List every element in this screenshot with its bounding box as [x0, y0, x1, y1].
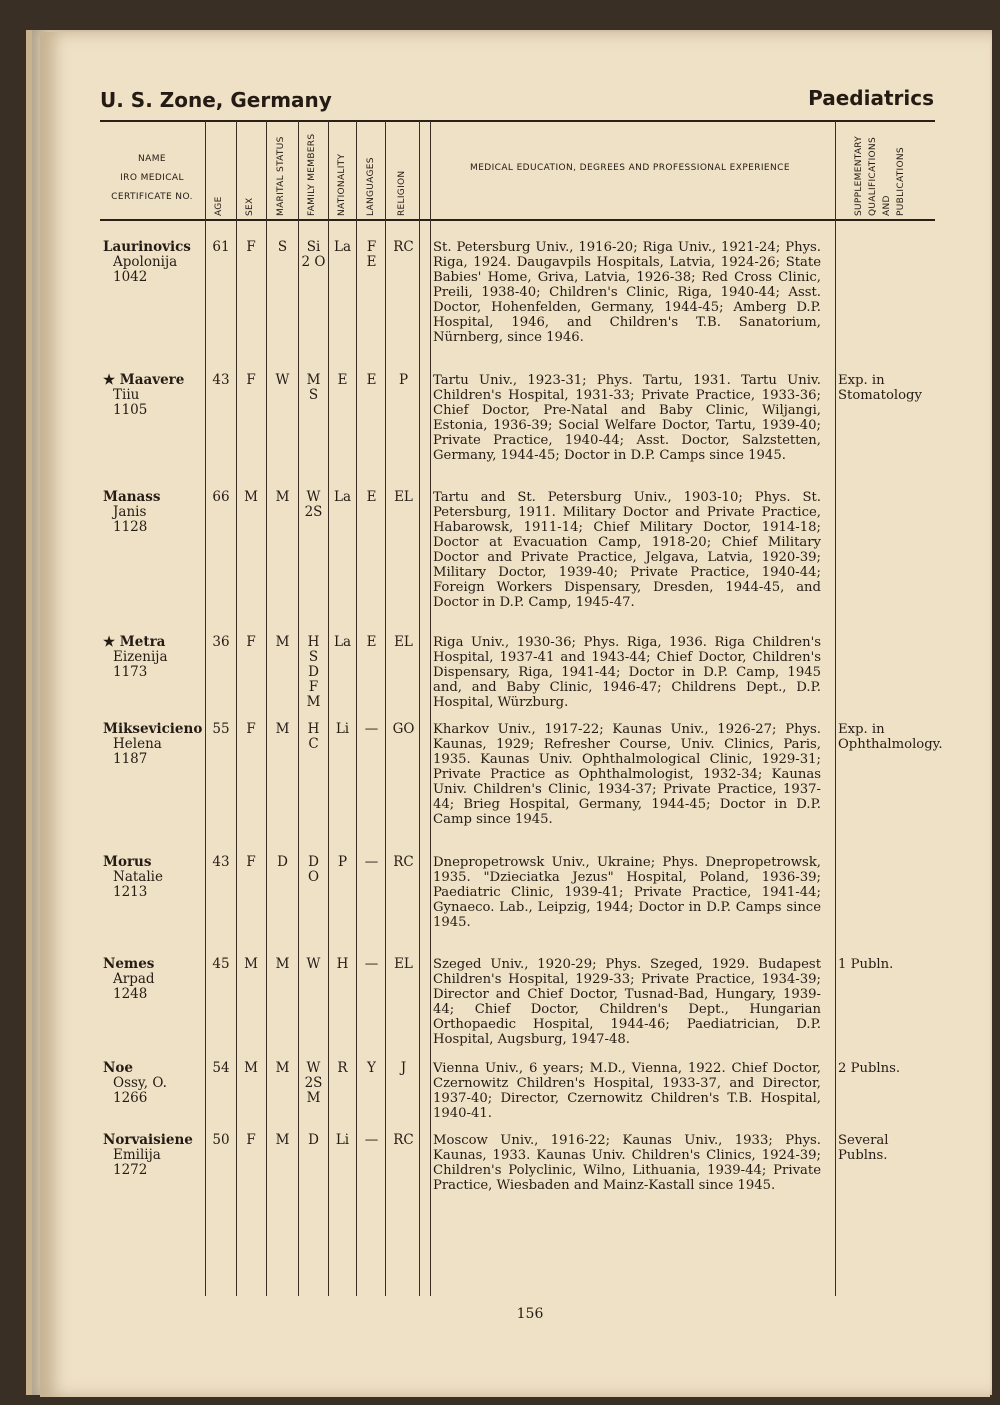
name-cell	[103, 635, 203, 680]
family-cell	[300, 635, 327, 710]
certificate-number: 1105	[113, 402, 148, 418]
table-header-rule	[100, 219, 935, 221]
surname: Morus	[103, 854, 152, 870]
header-iro: IRO MEDICAL	[120, 173, 184, 183]
supplementary-cell: Exp. in Stomatology	[838, 373, 922, 403]
header-cert: CERTIFICATE NO.	[111, 192, 193, 202]
family-code: D	[308, 664, 319, 680]
given-name: Helena	[113, 736, 162, 752]
education-cell: Szeged Univ., 1920-29; Phys. Szeged, 1929. Budapest Children's Hospital, 1929-33; Private Practice, 1934-39; Director and Chief Doctor, Tusnad-Bad, Hungary, 1939-44; Chief Doctor, Children's Dept., Hungarian Orthopaedic Hospital, 1944-46; Paediatrician, D.P. Hospital, Augsburg, 1947-48.	[433, 957, 821, 1047]
family-cell	[300, 240, 327, 270]
sex-cell: F	[246, 634, 256, 650]
surname: Laurinovics	[103, 239, 191, 255]
surname: Norvaisiene	[103, 1132, 193, 1148]
certificate-number: 1128	[113, 519, 148, 535]
nationality-cell: E	[337, 372, 348, 388]
sex-cell: F	[246, 854, 256, 870]
column-divider	[419, 121, 420, 1296]
languages-code: E	[366, 489, 377, 505]
age-cell: 50	[212, 1132, 230, 1148]
column-divider	[385, 121, 386, 1296]
religion-cell: EL	[394, 634, 413, 650]
religion-cell: RC	[393, 239, 414, 255]
certificate-number: 1042	[113, 269, 148, 285]
column-divider	[205, 121, 206, 1296]
sup-head-line3: AND PUBLICATIONS	[882, 147, 906, 216]
column-divider	[298, 121, 299, 1296]
name-cell	[103, 855, 203, 900]
nationality-cell: La	[333, 634, 351, 650]
table-top-rule	[100, 120, 935, 122]
age-cell: 43	[212, 372, 230, 388]
family-code: H	[307, 721, 320, 737]
family-code: C	[308, 736, 319, 752]
education-cell: Moscow Univ., 1916-22; Kaunas Univ., 1933; Phys. Kaunas, 1933. Kaunas Univ. Children's Clinics, 1924-39; Children's Polyclinic, Wilno, Lithuania, 1939-44; Private Practice, Wiesbaden and Mainz-Kastall since 1945.	[433, 1133, 821, 1193]
nationality-cell: Li	[335, 1132, 350, 1148]
family-cell	[300, 1133, 327, 1148]
nationality-cell: P	[337, 854, 348, 870]
languages-code: —	[364, 854, 379, 870]
given-name: Ossy, O.	[113, 1075, 167, 1091]
languages-cell	[358, 240, 385, 270]
religion-column-header: RELIGION	[397, 170, 407, 216]
religion-cell: P	[398, 372, 409, 388]
page-number: 156	[516, 1306, 544, 1322]
name-cell	[103, 490, 203, 535]
marital-column-header: MARITAL STATUS	[276, 136, 286, 216]
age-cell: 43	[212, 854, 230, 870]
column-divider	[328, 121, 329, 1296]
name-cell	[103, 722, 203, 767]
age-cell: 45	[212, 956, 230, 972]
surname: ★ Maavere	[103, 372, 185, 388]
education-cell: Dnepropetrowsk Univ., Ukraine; Phys. Dnepropetrowsk, 1935. "Dzieciatka Jezus" Hospital, Poland, 1936-39; Paediatric Clinic, 1939-41; Private Practice, 1941-44; Gynaeco. Lab., Leipzig, 1944; Doctor in D.P. Camps since 1945.	[433, 855, 821, 930]
certificate-number: 1173	[113, 664, 148, 680]
languages-code: —	[364, 1132, 379, 1148]
religion-cell: RC	[393, 1132, 414, 1148]
family-code: 2S	[304, 1075, 323, 1091]
languages-cell	[358, 722, 385, 737]
age-cell: 61	[212, 239, 230, 255]
column-divider	[266, 121, 267, 1296]
languages-code: Y	[367, 1060, 376, 1076]
family-code: S	[308, 649, 319, 665]
certificate-number: 1213	[113, 884, 148, 900]
supplementary-cell: 2 Publns.	[838, 1061, 901, 1076]
marital-cell: M	[275, 489, 290, 505]
languages-code: F	[366, 239, 377, 255]
sex-cell: F	[246, 721, 256, 737]
family-cell	[300, 855, 327, 885]
age-column-header: AGE	[214, 196, 224, 216]
languages-column-header: LANGUAGES	[366, 157, 376, 216]
religion-cell: J	[400, 1060, 407, 1076]
supplementary-column-header	[852, 124, 906, 216]
religion-cell: GO	[392, 721, 415, 737]
given-name: Tiiu	[113, 387, 140, 403]
languages-cell	[358, 1133, 385, 1148]
given-name: Janis	[113, 504, 147, 520]
given-name: Eizenija	[113, 649, 168, 665]
marital-cell: M	[275, 1132, 290, 1148]
name-cell	[103, 957, 203, 1002]
family-code: 2 O	[301, 254, 326, 270]
surname: Noe	[103, 1060, 133, 1076]
surname: Manass	[103, 489, 161, 505]
languages-code: E	[366, 372, 377, 388]
family-code: M	[306, 1090, 321, 1106]
certificate-number: 1248	[113, 986, 148, 1002]
column-divider	[835, 121, 836, 1296]
nationality-cell: La	[333, 239, 351, 255]
age-cell: 36	[212, 634, 230, 650]
given-name: Apolonija	[113, 254, 178, 270]
section-title: Paediatrics	[808, 86, 934, 110]
given-name: Natalie	[113, 869, 163, 885]
family-code: S	[308, 387, 319, 403]
nationality-cell: Li	[335, 721, 350, 737]
sex-cell: F	[246, 1132, 256, 1148]
sex-cell: M	[244, 956, 258, 972]
family-code: 2S	[304, 504, 323, 520]
given-name: Emilija	[113, 1147, 161, 1163]
surname: Miksevicieno	[103, 721, 203, 737]
sex-cell: F	[246, 372, 256, 388]
surname: Nemes	[103, 956, 155, 972]
family-code: D	[308, 1132, 319, 1148]
given-name: Arpad	[113, 971, 155, 987]
family-code: H	[307, 634, 320, 650]
family-cell	[300, 957, 327, 972]
supplementary-cell: Several Publns.	[838, 1133, 889, 1163]
family-code: M	[306, 372, 321, 388]
family-code: M	[306, 694, 321, 710]
age-cell: 66	[212, 489, 230, 505]
family-cell	[300, 1061, 327, 1106]
family-cell	[300, 373, 327, 403]
languages-code: E	[366, 634, 377, 650]
education-cell: Vienna Univ., 6 years; M.D., Vienna, 1922. Chief Doctor, Czernowitz Children's Hospital, 1933-37, and Director, 1937-40; Director, Czernowitz Children's T.B. Hospital, 1940-41.	[433, 1061, 821, 1121]
sex-column-header: SEX	[245, 197, 255, 216]
languages-code: E	[366, 254, 377, 270]
education-cell: Tartu Univ., 1923-31; Phys. Tartu, 1931. Tartu Univ. Children's Hospital, 1931-33; Private Practice, 1933-36; Chief Doctor, Pre-Natal and Baby Clinic, Wiljangi, Estonia, 1936-39; Social Welfare Doctor, Tartu, 1939-40; Private Practice, 1940-44; Asst. Doctor, Salzstetten, Germany, 1944-45; Doctor in D.P. Camps since 1945.	[433, 373, 821, 463]
family-code: W	[306, 956, 321, 972]
column-divider	[236, 121, 237, 1296]
name-column-header	[100, 150, 204, 207]
family-code: W	[306, 1060, 321, 1076]
nationality-cell: La	[333, 489, 351, 505]
header-name: NAME	[138, 154, 166, 164]
marital-cell: M	[275, 721, 290, 737]
religion-cell: EL	[394, 956, 413, 972]
education-cell: Riga Univ., 1930-36; Phys. Riga, 1936. Riga Children's Hospital, 1937-41 and 1943-44; Chief Doctor, Children's Dispensary, Riga, 1941-44; Doctor in D.P. Camp, 1945 and, and Baby Clinic, 1946-47; Childrens Dept., D.P. Hospital, Würzburg.	[433, 635, 821, 710]
languages-code: —	[364, 956, 379, 972]
nationality-cell: H	[336, 956, 349, 972]
marital-cell: D	[277, 854, 288, 870]
languages-code: —	[364, 721, 379, 737]
family-code: O	[307, 869, 320, 885]
nationality-column-header: NATIONALITY	[337, 153, 347, 216]
languages-cell	[358, 490, 385, 505]
sex-cell: F	[246, 239, 256, 255]
zone-title: U. S. Zone, Germany	[100, 88, 332, 112]
sex-cell: M	[244, 1060, 258, 1076]
family-code: D	[308, 854, 319, 870]
medical-column-header: MEDICAL EDUCATION, DEGREES AND PROFESSIONAL EXPERIENCE	[470, 163, 790, 173]
religion-cell: RC	[393, 854, 414, 870]
languages-cell	[358, 373, 385, 388]
education-cell: St. Petersburg Univ., 1916-20; Riga Univ., 1921-24; Phys. Riga, 1924. Daugavpils Hospitals, Latvia, 1924-26; State Babies' Home, Griva, Latvia, 1926-38; Red Cross Clinic, Preili, 1938-40; Children's Clinic, Riga, 1940-44; Asst. Doctor, Hohenfelden, Germany, 1944-45; Amberg D.P. Hospital, 1946, and Children's T.B. Sanatorium, Nürnberg, since 1946.	[433, 240, 821, 345]
column-divider	[430, 121, 431, 1296]
religion-cell: EL	[394, 489, 413, 505]
certificate-number: 1272	[113, 1162, 148, 1178]
marital-cell: M	[275, 956, 290, 972]
age-cell: 54	[212, 1060, 230, 1076]
certificate-number: 1266	[113, 1090, 148, 1106]
marital-cell: M	[275, 634, 290, 650]
education-cell: Tartu and St. Petersburg Univ., 1903-10; Phys. St. Petersburg, 1911. Military Doctor and Private Practice, Habarowsk, 1911-14; Chief Military Doctor, 1914-18; Doctor at Evacuation Camp, 1918-20; Chief Military Doctor and Private Practice, Jelgava, Latvia, 1920-39; Military Doctor, 1939-40; Private Practice, 1940-44; Foreign Workers Dispensary, Dresden, 1944-45, and Doctor in D.P. Camp, 1945-47.	[433, 490, 821, 610]
sup-head-line2: QUALIFICATIONS	[868, 137, 878, 216]
marital-cell: S	[277, 239, 288, 255]
certificate-number: 1187	[113, 751, 148, 767]
name-cell	[103, 240, 203, 285]
family-cell	[300, 490, 327, 520]
marital-cell: M	[275, 1060, 290, 1076]
column-divider	[356, 121, 357, 1296]
family-code: F	[308, 679, 319, 695]
family-code: W	[306, 489, 321, 505]
family-column-header: FAMILY MEMBERS	[307, 133, 317, 216]
age-cell: 55	[212, 721, 230, 737]
languages-cell	[358, 855, 385, 870]
nationality-cell: R	[337, 1060, 348, 1076]
languages-cell	[358, 635, 385, 650]
surname: ★ Metra	[103, 634, 166, 650]
sup-head-line1: SUPPLEMENTARY	[854, 135, 864, 216]
family-cell	[300, 722, 327, 752]
name-cell	[103, 1061, 203, 1106]
family-code: Si	[306, 239, 321, 255]
name-cell	[103, 1133, 203, 1178]
name-cell	[103, 373, 203, 418]
education-cell: Kharkov Univ., 1917-22; Kaunas Univ., 1926-27; Phys. Kaunas, 1929; Refresher Course, Univ. Clinics, Paris, 1935. Kaunas Univ. Ophthalmological Clinic, 1929-31; Private Practice as Ophthalmologist, 1932-34; Kaunas Univ. Children's Clinic, 1934-37; Private Practice, 1937-44; Brieg Hospital, Germany, 1944-45; Doctor in D.P. Camp since 1945.	[433, 722, 821, 827]
languages-cell	[358, 1061, 385, 1076]
supplementary-cell: 1 Publn.	[838, 957, 894, 972]
languages-cell	[358, 957, 385, 972]
supplementary-cell: Exp. in Ophthalmology.	[838, 722, 943, 752]
marital-cell: W	[275, 372, 290, 388]
sex-cell: M	[244, 489, 258, 505]
